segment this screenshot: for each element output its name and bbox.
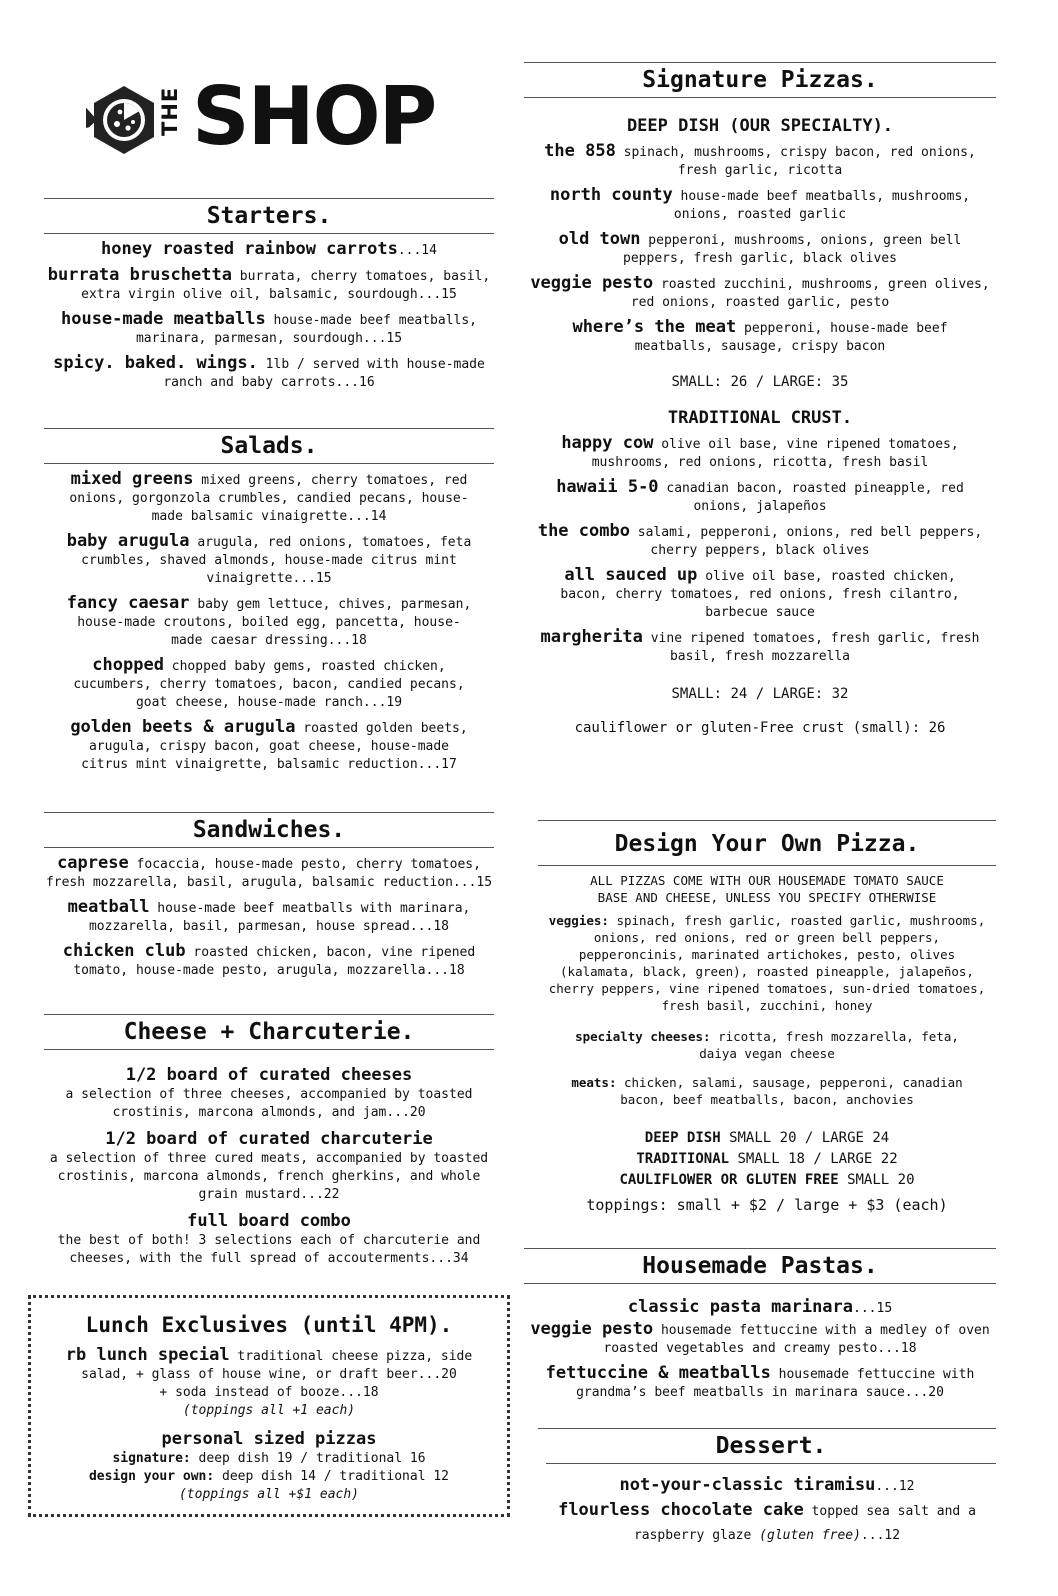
item-desc: roasted chicken, bacon, vine ripened tomato, house-made pesto, arugula, mozzarella...18 — [73, 945, 476, 978]
traditional-price: SMALL: 24 / LARGE: 32 — [671, 686, 849, 702]
item-desc: housemade fettuccine with a medley of oven roasted vegetables and creamy pesto...18 — [603, 1323, 990, 1356]
item-desc: + soda instead of booze...18 — [159, 1385, 379, 1400]
list-item — [524, 142, 996, 180]
item-name: 1/2 board of curated cheeses — [125, 1065, 413, 1085]
list-item — [44, 1210, 494, 1268]
dessert-heading: Dessert. — [715, 1433, 827, 1459]
item-name: fancy caesar — [66, 593, 190, 613]
cheese-section — [44, 1014, 494, 1268]
cheese-heading: Cheese + Charcuterie. — [123, 1019, 415, 1045]
item-name: flourless chocolate cake — [558, 1500, 804, 1520]
veggies-label: veggies: — [548, 913, 609, 928]
item-name: not-your-classic tiramisu — [619, 1475, 876, 1495]
item-name: veggie pesto — [530, 1319, 654, 1339]
list-item — [31, 1346, 507, 1384]
list-item — [524, 478, 996, 516]
price-text: SMALL 20 / LARGE 24 — [720, 1130, 890, 1146]
cheeses-list — [538, 1028, 996, 1062]
item-label: signature: — [112, 1451, 191, 1466]
price-text: SMALL 18 / LARGE 22 — [729, 1151, 898, 1167]
item-name: chicken club — [62, 941, 186, 961]
pastas-heading: Housemade Pastas. — [642, 1253, 878, 1279]
item-desc: roasted golden beets, arugula, crispy bacon, goat cheese, house-made citrus mint vinaigrette, balsamic reduction...17 — [81, 721, 468, 772]
item-desc: deep dish 19 / traditional 16 — [190, 1451, 426, 1466]
list-item — [31, 1450, 507, 1468]
item-name: the 858 — [544, 141, 616, 161]
item-desc: olive oil base, vine ripened tomatoes, mushrooms, red onions, ricotta, fresh basil — [591, 437, 959, 470]
starters-section — [44, 198, 494, 392]
list-item — [44, 1064, 494, 1122]
list-item — [44, 854, 494, 892]
item-desc: baby gem lettuce, chives, parmesan, house-made croutons, boiled egg, pancetta, house-made caesar dressing...18 — [77, 597, 472, 648]
lunch-heading: Lunch Exclusives (until 4PM). — [85, 1313, 453, 1337]
signature-section — [524, 62, 996, 738]
starters-heading: Starters. — [206, 203, 332, 229]
price-label: CAULIFLOWER OR GLUTEN FREE — [619, 1172, 839, 1188]
item-desc: housemade fettuccine with grandma’s beef meatballs in marinara sauce...20 — [576, 1367, 975, 1400]
list-item — [44, 594, 494, 650]
dyo-section — [538, 820, 996, 1215]
item-name: caprese — [57, 853, 129, 873]
item-desc: traditional cheese pizza, side salad, + glass of house wine, or draft beer...20 — [81, 1349, 473, 1382]
dyo-price-3 — [538, 1170, 996, 1191]
dessert-section — [538, 1428, 996, 1548]
list-item — [524, 274, 996, 312]
deep-dish-price: SMALL: 26 / LARGE: 35 — [671, 374, 849, 390]
list-item — [524, 318, 996, 356]
salads-heading: Salads. — [220, 433, 318, 459]
item-name: rb lunch special — [65, 1345, 230, 1365]
item-desc: ...15 — [853, 1301, 893, 1316]
item-name: spicy. baked. wings. — [53, 353, 258, 373]
traditional-heading: TRADITIONAL CRUST. — [667, 408, 853, 428]
lunch-exclusives-box — [28, 1295, 510, 1517]
item-name: chopped — [92, 655, 164, 675]
list-item — [44, 718, 494, 774]
item-desc: mixed greens, cherry tomatoes, red onions, gorgonzola crumbles, candied pecans, house-made balsamic vinaigrette...14 — [69, 473, 469, 524]
sandwiches-section — [44, 812, 494, 980]
item-desc: house-made beef meatballs, mushrooms, onions, roasted garlic — [672, 189, 971, 222]
item-label: design your own: — [88, 1469, 215, 1484]
item-desc: ...14 — [397, 243, 437, 258]
dyo-price-1 — [538, 1128, 996, 1149]
price-text: SMALL 20 — [838, 1172, 915, 1188]
meats-label: meats: — [571, 1075, 617, 1090]
price-label: TRADITIONAL — [636, 1151, 730, 1167]
item-name: golden beets & arugula — [70, 717, 296, 737]
meats-text: chicken, salami, sausage, pepperoni, canadian bacon, beef meatballs, bacon, anchovies — [616, 1075, 963, 1107]
item-desc: vine ripened tomatoes, fresh garlic, fresh basil, fresh mozzarella — [642, 631, 980, 664]
item-desc: deep dish 14 / traditional 12 — [214, 1469, 450, 1484]
list-item — [44, 1128, 494, 1204]
list-item — [538, 1476, 996, 1496]
list-item — [524, 230, 996, 268]
veggies-text: spinach, fresh garlic, roasted garlic, mushrooms, onions, red onions, red or green bell peppers, pepperoncinis, marinated artichokes, pesto, olives (kalamata, black, green), roasted pineapple, jalapeños, cherry peppers, vine ripened tomatoes, sun-dried tomatoes, fresh basil, zucchini, honey — [548, 913, 986, 1013]
item-name: old town — [558, 229, 641, 249]
item-desc: pepperoni, house-made beef meatballs, sausage, crispy bacon — [634, 321, 948, 354]
item-note: (toppings all +$1 each) — [178, 1487, 359, 1502]
item-desc: canadian bacon, roasted pineapple, red onions, jalapeños — [658, 481, 964, 514]
personal-pizzas-name: personal sized pizzas — [161, 1429, 377, 1449]
item-desc: house-made beef meatballs, marinara, parmesan, sourdough...15 — [135, 313, 478, 346]
dyo-intro: ALL PIZZAS COME WITH OUR HOUSEMADE TOMATO SAUCE BASE AND CHEESE, UNLESS YOU SPECIFY OTHERWISE — [590, 873, 944, 905]
sandwiches-heading: Sandwiches. — [192, 817, 346, 843]
salads-section — [44, 428, 494, 774]
list-item — [44, 310, 494, 348]
item-desc: ...12 — [875, 1479, 915, 1494]
item-name: house-made meatballs — [60, 309, 266, 329]
list-item — [44, 898, 494, 936]
cheeses-label: specialty cheeses: — [575, 1029, 711, 1044]
item-name: all sauced up — [564, 565, 698, 585]
dyo-price-2 — [538, 1149, 996, 1170]
item-name: 1/2 board of curated charcuterie — [105, 1129, 433, 1149]
item-name: honey roasted rainbow carrots — [101, 239, 398, 259]
list-item — [44, 266, 494, 304]
item-note: (gluten free) — [759, 1528, 861, 1543]
item-desc: pepperoni, mushrooms, onions, green bell peppers, fresh garlic, black olives — [623, 233, 962, 266]
signature-heading: Signature Pizzas. — [642, 67, 878, 93]
item-name: baby arugula — [66, 531, 190, 551]
item-desc: burrata, cherry tomatoes, basil, extra virgin olive oil, balsamic, sourdough...15 — [81, 269, 491, 302]
list-item — [524, 1320, 996, 1358]
item-name: veggie pesto — [530, 273, 654, 293]
item-desc: house-made beef meatballs with marinara, mozzarella, basil, parmesan, house spread...18 — [88, 901, 471, 934]
meats-list — [538, 1074, 996, 1108]
item-desc: a selection of three cured meats, accompanied by toasted crostinis, marcona almonds, french gherkins, and whole grain mustard...22 — [49, 1151, 489, 1202]
item-name: north county — [549, 185, 673, 205]
item-name: fettuccine & meatballs — [545, 1363, 771, 1383]
item-name: hawaii 5-0 — [556, 477, 659, 497]
item-desc: spinach, mushrooms, crispy bacon, red onions, fresh garlic, ricotta — [615, 145, 976, 178]
item-desc: a selection of three cheeses, accompanied by toasted crostinis, marcona almonds, and jam...20 — [65, 1087, 473, 1120]
item-desc: chopped baby gems, roasted chicken, cucumbers, cherry tomatoes, bacon, candied pecans, goat cheese, house-made ranch...19 — [73, 659, 465, 710]
dyo-heading: Design Your Own Pizza. — [614, 831, 920, 857]
item-name: classic pasta marinara — [627, 1297, 854, 1317]
item-desc: focaccia, house-made pesto, cherry tomatoes, fresh mozzarella, basil, arugula, balsamic reduction...15 — [45, 857, 493, 890]
item-name: where’s the meat — [572, 317, 737, 337]
item-name: mixed greens — [70, 469, 194, 489]
item-note: (toppings all +1 each) — [182, 1403, 356, 1418]
item-desc: roasted zucchini, mushrooms, green olives, red onions, roasted garlic, pesto — [630, 277, 990, 310]
item-desc: topped sea salt and a raspberry glaze — [633, 1504, 976, 1543]
list-item — [44, 354, 494, 392]
list-item — [524, 628, 996, 666]
item-name: full board combo — [187, 1211, 351, 1231]
logo — [86, 70, 456, 163]
list-item — [44, 240, 494, 260]
item-name: happy cow — [561, 433, 654, 453]
veggies-list — [538, 912, 996, 1014]
list-item — [44, 942, 494, 980]
list-item — [524, 1364, 996, 1402]
list-item — [44, 656, 494, 712]
list-item — [524, 186, 996, 224]
list-item — [524, 434, 996, 472]
item-name: margherita — [540, 627, 643, 647]
list-item — [44, 532, 494, 588]
list-item — [538, 1498, 996, 1548]
list-item — [31, 1468, 507, 1486]
list-item — [524, 522, 996, 560]
item-desc: olive oil base, roasted chicken, bacon, cherry tomatoes, red onions, fresh cilantro, barbecue sauce — [560, 569, 960, 620]
list-item — [524, 1298, 996, 1318]
toppings-price: toppings: small + $2 / large + $3 (each) — [586, 1196, 948, 1214]
item-name: meatball — [67, 897, 150, 917]
item-name: the combo — [537, 521, 630, 541]
cheeses-text: ricotta, fresh mozzarella, feta, daiya vegan cheese — [699, 1029, 959, 1061]
item-price: ...12 — [860, 1528, 901, 1543]
item-desc: 1lb / served with house-made ranch and baby carrots...16 — [163, 357, 485, 390]
item-desc: salami, pepperoni, onions, red bell peppers, cherry peppers, black olives — [629, 525, 983, 558]
pastas-section — [524, 1248, 996, 1402]
item-desc: arugula, red onions, tomatoes, feta crumbles, shaved almonds, house-made citrus mint vinaigrette...15 — [81, 535, 472, 586]
deep-dish-heading: DEEP DISH (OUR SPECIALTY). — [626, 116, 894, 136]
logo-shop: SHOP — [192, 70, 436, 163]
item-desc: the best of both! 3 selections each of charcuterie and cheeses, with the full spread of accouterments...34 — [57, 1233, 481, 1266]
list-item — [44, 470, 494, 526]
cauliflower-note: cauliflower or gluten-Free crust (small): 26 — [574, 720, 946, 736]
logo-the: THE — [158, 86, 182, 136]
list-item — [524, 566, 996, 622]
item-name: burrata bruschetta — [47, 265, 232, 285]
price-label: DEEP DISH — [644, 1130, 721, 1146]
